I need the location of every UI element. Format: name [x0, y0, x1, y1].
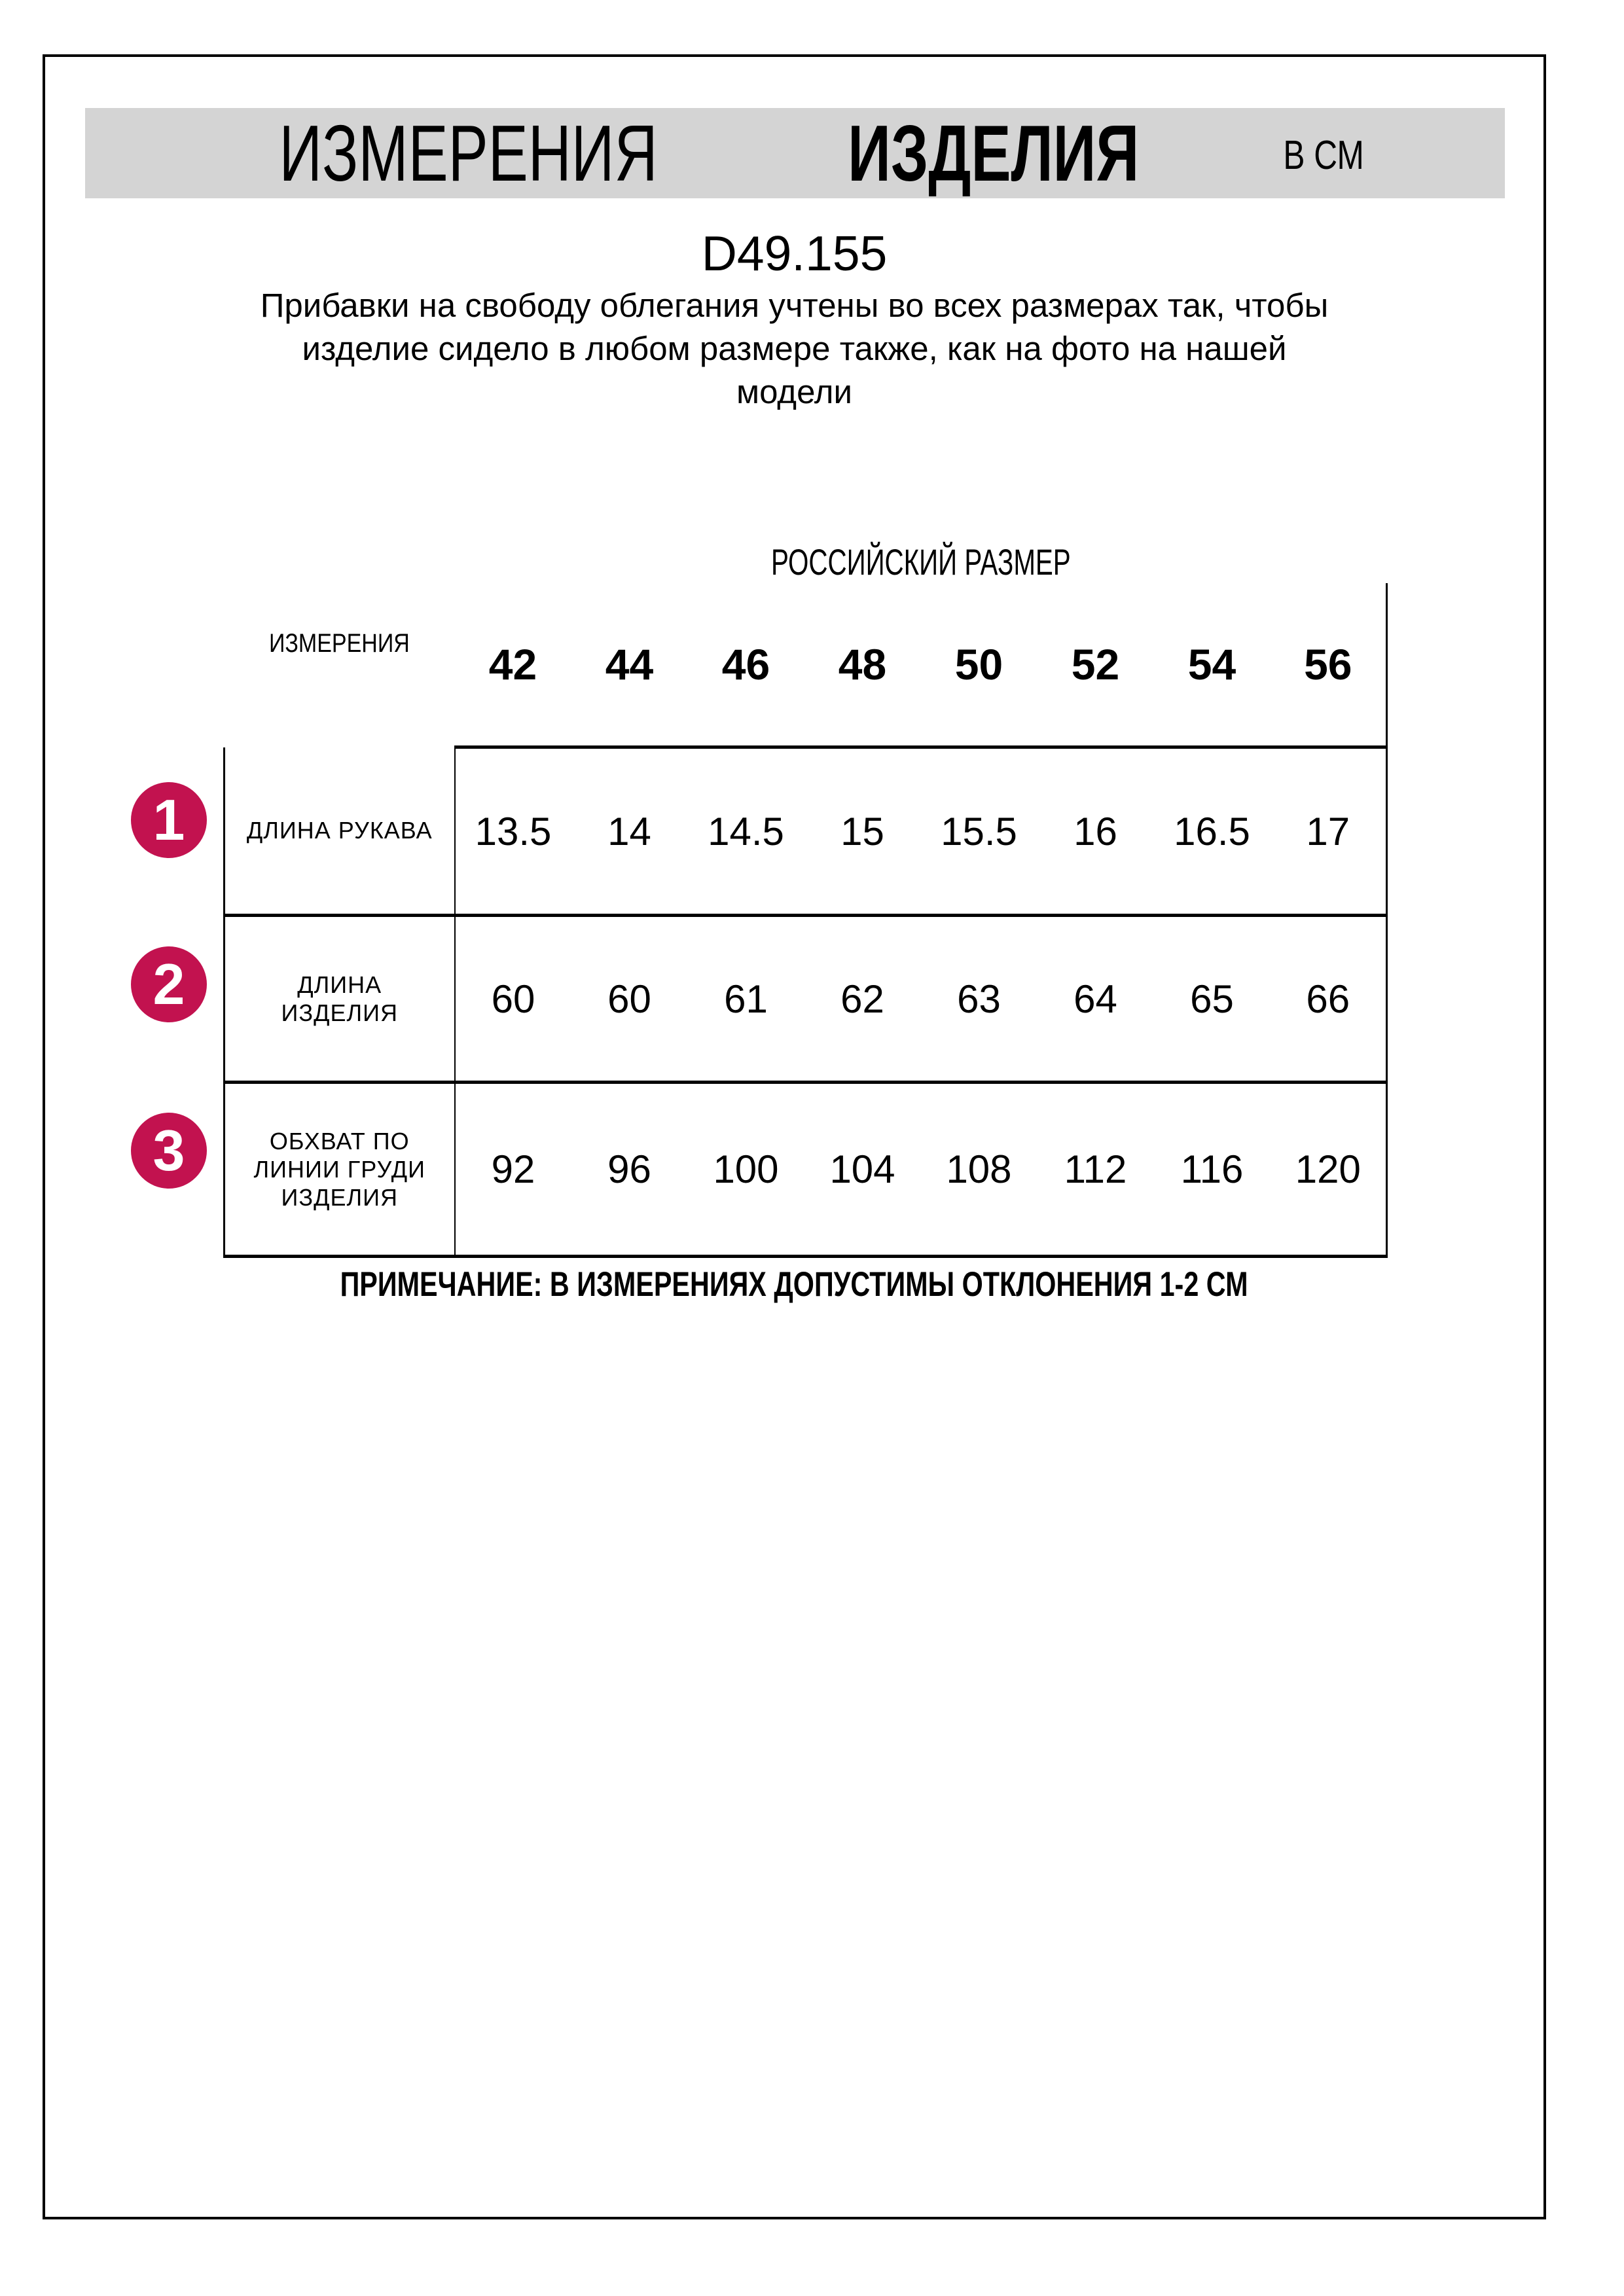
- size-column-header: 52: [1038, 583, 1154, 747]
- size-column-header: 44: [571, 583, 688, 747]
- value-cell: 14: [571, 747, 688, 916]
- size-table: [223, 541, 1388, 1258]
- measurements-corner-header: ИЗМЕРЕНИЯ: [269, 629, 410, 658]
- title-units: В СМ: [1282, 133, 1364, 178]
- value-cell: 61: [688, 916, 804, 1083]
- size-column-header: 48: [804, 583, 921, 747]
- value-cell: 104: [804, 1083, 921, 1257]
- value-cell: 60: [571, 916, 688, 1083]
- value-cell: 63: [921, 916, 1038, 1083]
- value-cell: 65: [1154, 916, 1271, 1083]
- title-product: ИЗДЕЛИЯ: [848, 109, 1140, 198]
- size-system-header: РОССИЙСКИЙ РАЗМЕР: [770, 541, 1071, 583]
- fit-note-line: изделие сидело в любом размере также, как на фото на нашей: [302, 330, 1287, 367]
- row-number-badge-1: 1: [131, 782, 207, 858]
- value-cell: 16: [1038, 747, 1154, 916]
- value-cell: 108: [921, 1083, 1038, 1257]
- value-cell: 120: [1271, 1083, 1387, 1257]
- tolerance-note: ПРИМЕЧАНИЕ: В ИЗМЕРЕНИЯХ ДОПУСТИМЫ ОТКЛОНЕНИЯ 1-2 СМ: [340, 1265, 1248, 1304]
- fit-note-line: модели: [736, 373, 852, 410]
- title-bar: [85, 108, 1505, 198]
- value-cell: 66: [1271, 916, 1387, 1083]
- row-number-badge-3: 3: [131, 1113, 207, 1189]
- row-label: ДЛИНА РУКАВА: [225, 747, 455, 916]
- size-column-header: 46: [688, 583, 804, 747]
- value-cell: 112: [1038, 1083, 1154, 1257]
- table-row-chest-girth: [225, 1083, 1387, 1257]
- value-cell: 96: [571, 1083, 688, 1257]
- value-cell: 15: [804, 747, 921, 916]
- value-cell: 13.5: [455, 747, 571, 916]
- size-column-header: 56: [1271, 583, 1387, 747]
- size-column-header: 54: [1154, 583, 1271, 747]
- size-column-header: 50: [921, 583, 1038, 747]
- fit-note-line: Прибавки на свободу облегания учтены во всех размерах так, чтобы: [260, 287, 1329, 324]
- value-cell: 16.5: [1154, 747, 1271, 916]
- value-cell: 64: [1038, 916, 1154, 1083]
- table-row-item-length: [225, 916, 1387, 1083]
- title-measurements: ИЗМЕРЕНИЯ: [279, 109, 658, 198]
- value-cell: 92: [455, 1083, 571, 1257]
- size-column-header: 42: [455, 583, 571, 747]
- row-number-badge-2: 2: [131, 946, 207, 1022]
- value-cell: 60: [455, 916, 571, 1083]
- row-label: ДЛИНА ИЗДЕЛИЯ: [225, 916, 455, 1083]
- value-cell: 15.5: [921, 747, 1038, 916]
- article-number: D49.155: [701, 226, 888, 281]
- table-header-row-group: [225, 541, 1387, 583]
- fit-allowance-note: [43, 284, 1546, 414]
- value-cell: 17: [1271, 747, 1387, 916]
- value-cell: 116: [1154, 1083, 1271, 1257]
- value-cell: 100: [688, 1083, 804, 1257]
- value-cell: 14.5: [688, 747, 804, 916]
- table-row-sleeve-length: [225, 747, 1387, 916]
- value-cell: 62: [804, 916, 921, 1083]
- row-label: ОБХВАТ ПО ЛИНИИ ГРУДИ ИЗДЕЛИЯ: [225, 1083, 455, 1257]
